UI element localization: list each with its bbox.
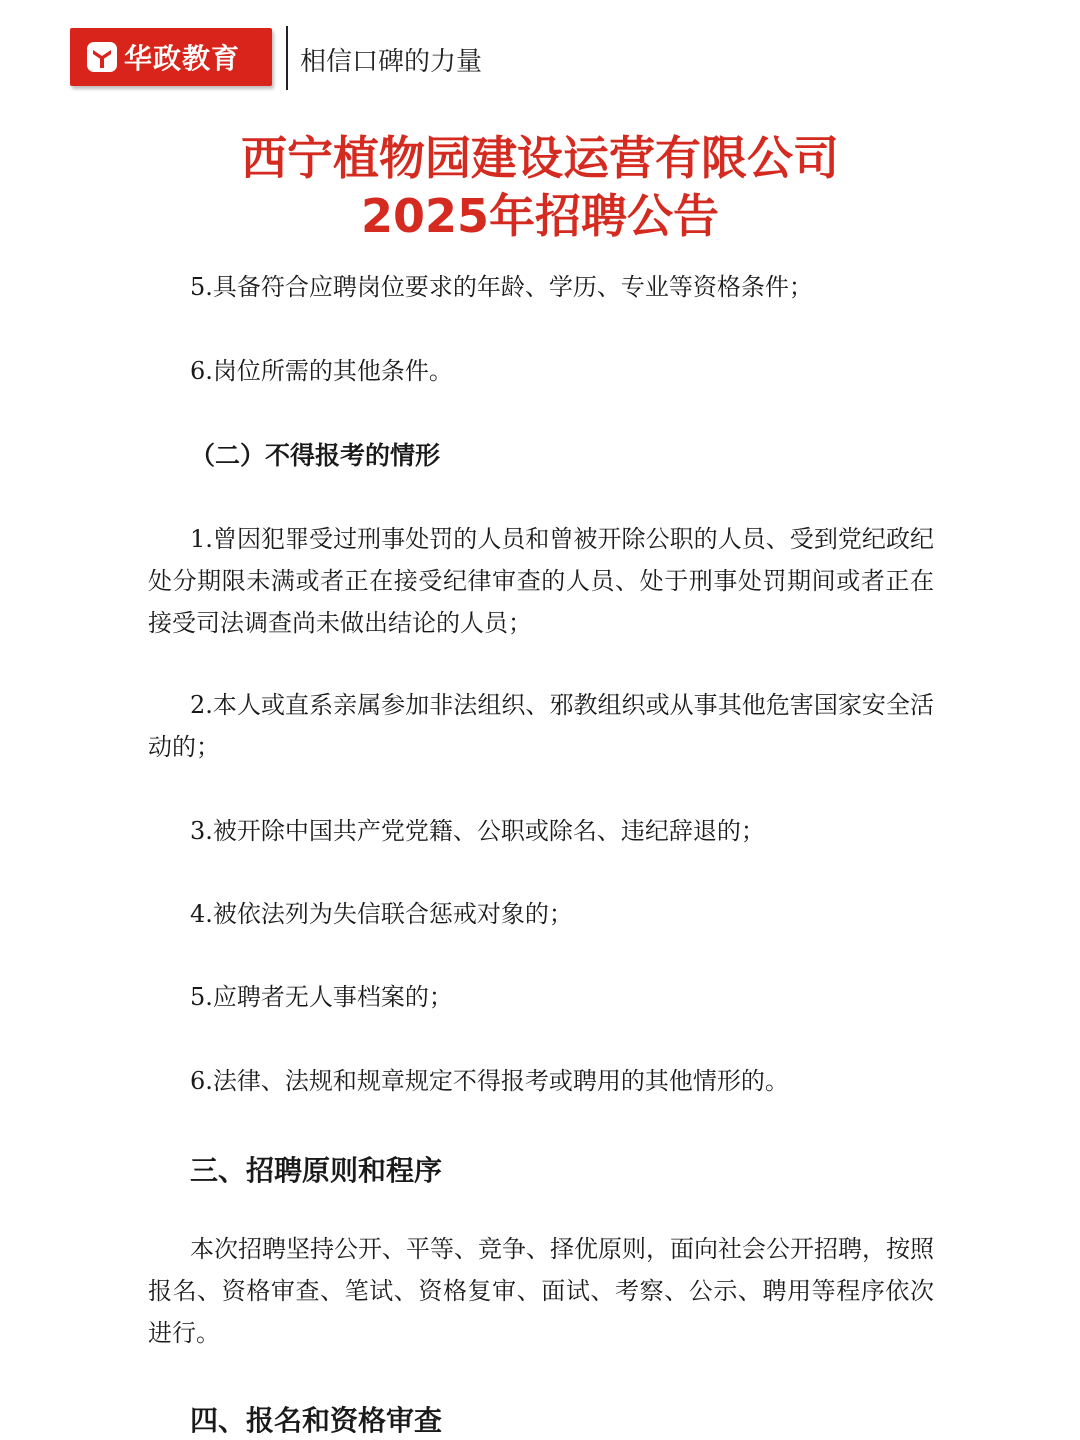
page-title-line2: 2025年招聘公告	[360, 189, 720, 243]
requirement-item-6: 6.岗位所需的其他条件。	[190, 357, 453, 385]
brand-logo	[70, 28, 272, 86]
brand-name: 华政教育	[124, 42, 241, 75]
exclusion-item-6: 6.法律、法规和规章规定不得报考或聘用的其他情形的。	[190, 1067, 789, 1095]
subsection-heading-exclusions: （二）不得报考的情形	[190, 441, 441, 470]
brand-logo-icon	[86, 41, 118, 73]
brand-slogan: 相信口碑的力量	[300, 47, 483, 77]
exclusion-item-2: 2.本人或直系亲属参加非法组织、邪教组织或从事其他危害国家安全活动的；	[148, 691, 934, 761]
section-heading-principles: 三、招聘原则和程序	[190, 1154, 443, 1187]
section-heading-registration: 四、报名和资格审查	[190, 1404, 443, 1437]
header-divider	[286, 26, 288, 90]
exclusion-item-1: 1.曾因犯罪受过刑事处罚的人员和曾被开除公职的人员、受到党纪政纪处分期限未满或者正在接受纪律审查的人员、处于刑事处罚期间或者正在接受司法调查尚未做出结论的人员；	[148, 525, 934, 637]
page-title-line1: 西宁植物园建设运营有限公司	[241, 131, 839, 185]
requirement-item-5: 5.具备符合应聘岗位要求的年龄、学历、专业等资格条件；	[190, 273, 813, 301]
exclusion-item-3: 3.被开除中国共产党党籍、公职或除名、违纪辞退的；	[190, 817, 765, 845]
exclusion-item-5: 5.应聘者无人事档案的；	[190, 983, 453, 1011]
principles-paragraph: 本次招聘坚持公开、平等、竞争、择优原则，面向社会公开招聘，按照报名、资格审查、笔试、资格复审、面试、考察、公示、聘用等程序依次进行。	[148, 1235, 934, 1347]
exclusion-item-4: 4.被依法列为失信联合惩戒对象的；	[190, 900, 573, 928]
brand-header	[70, 26, 670, 88]
